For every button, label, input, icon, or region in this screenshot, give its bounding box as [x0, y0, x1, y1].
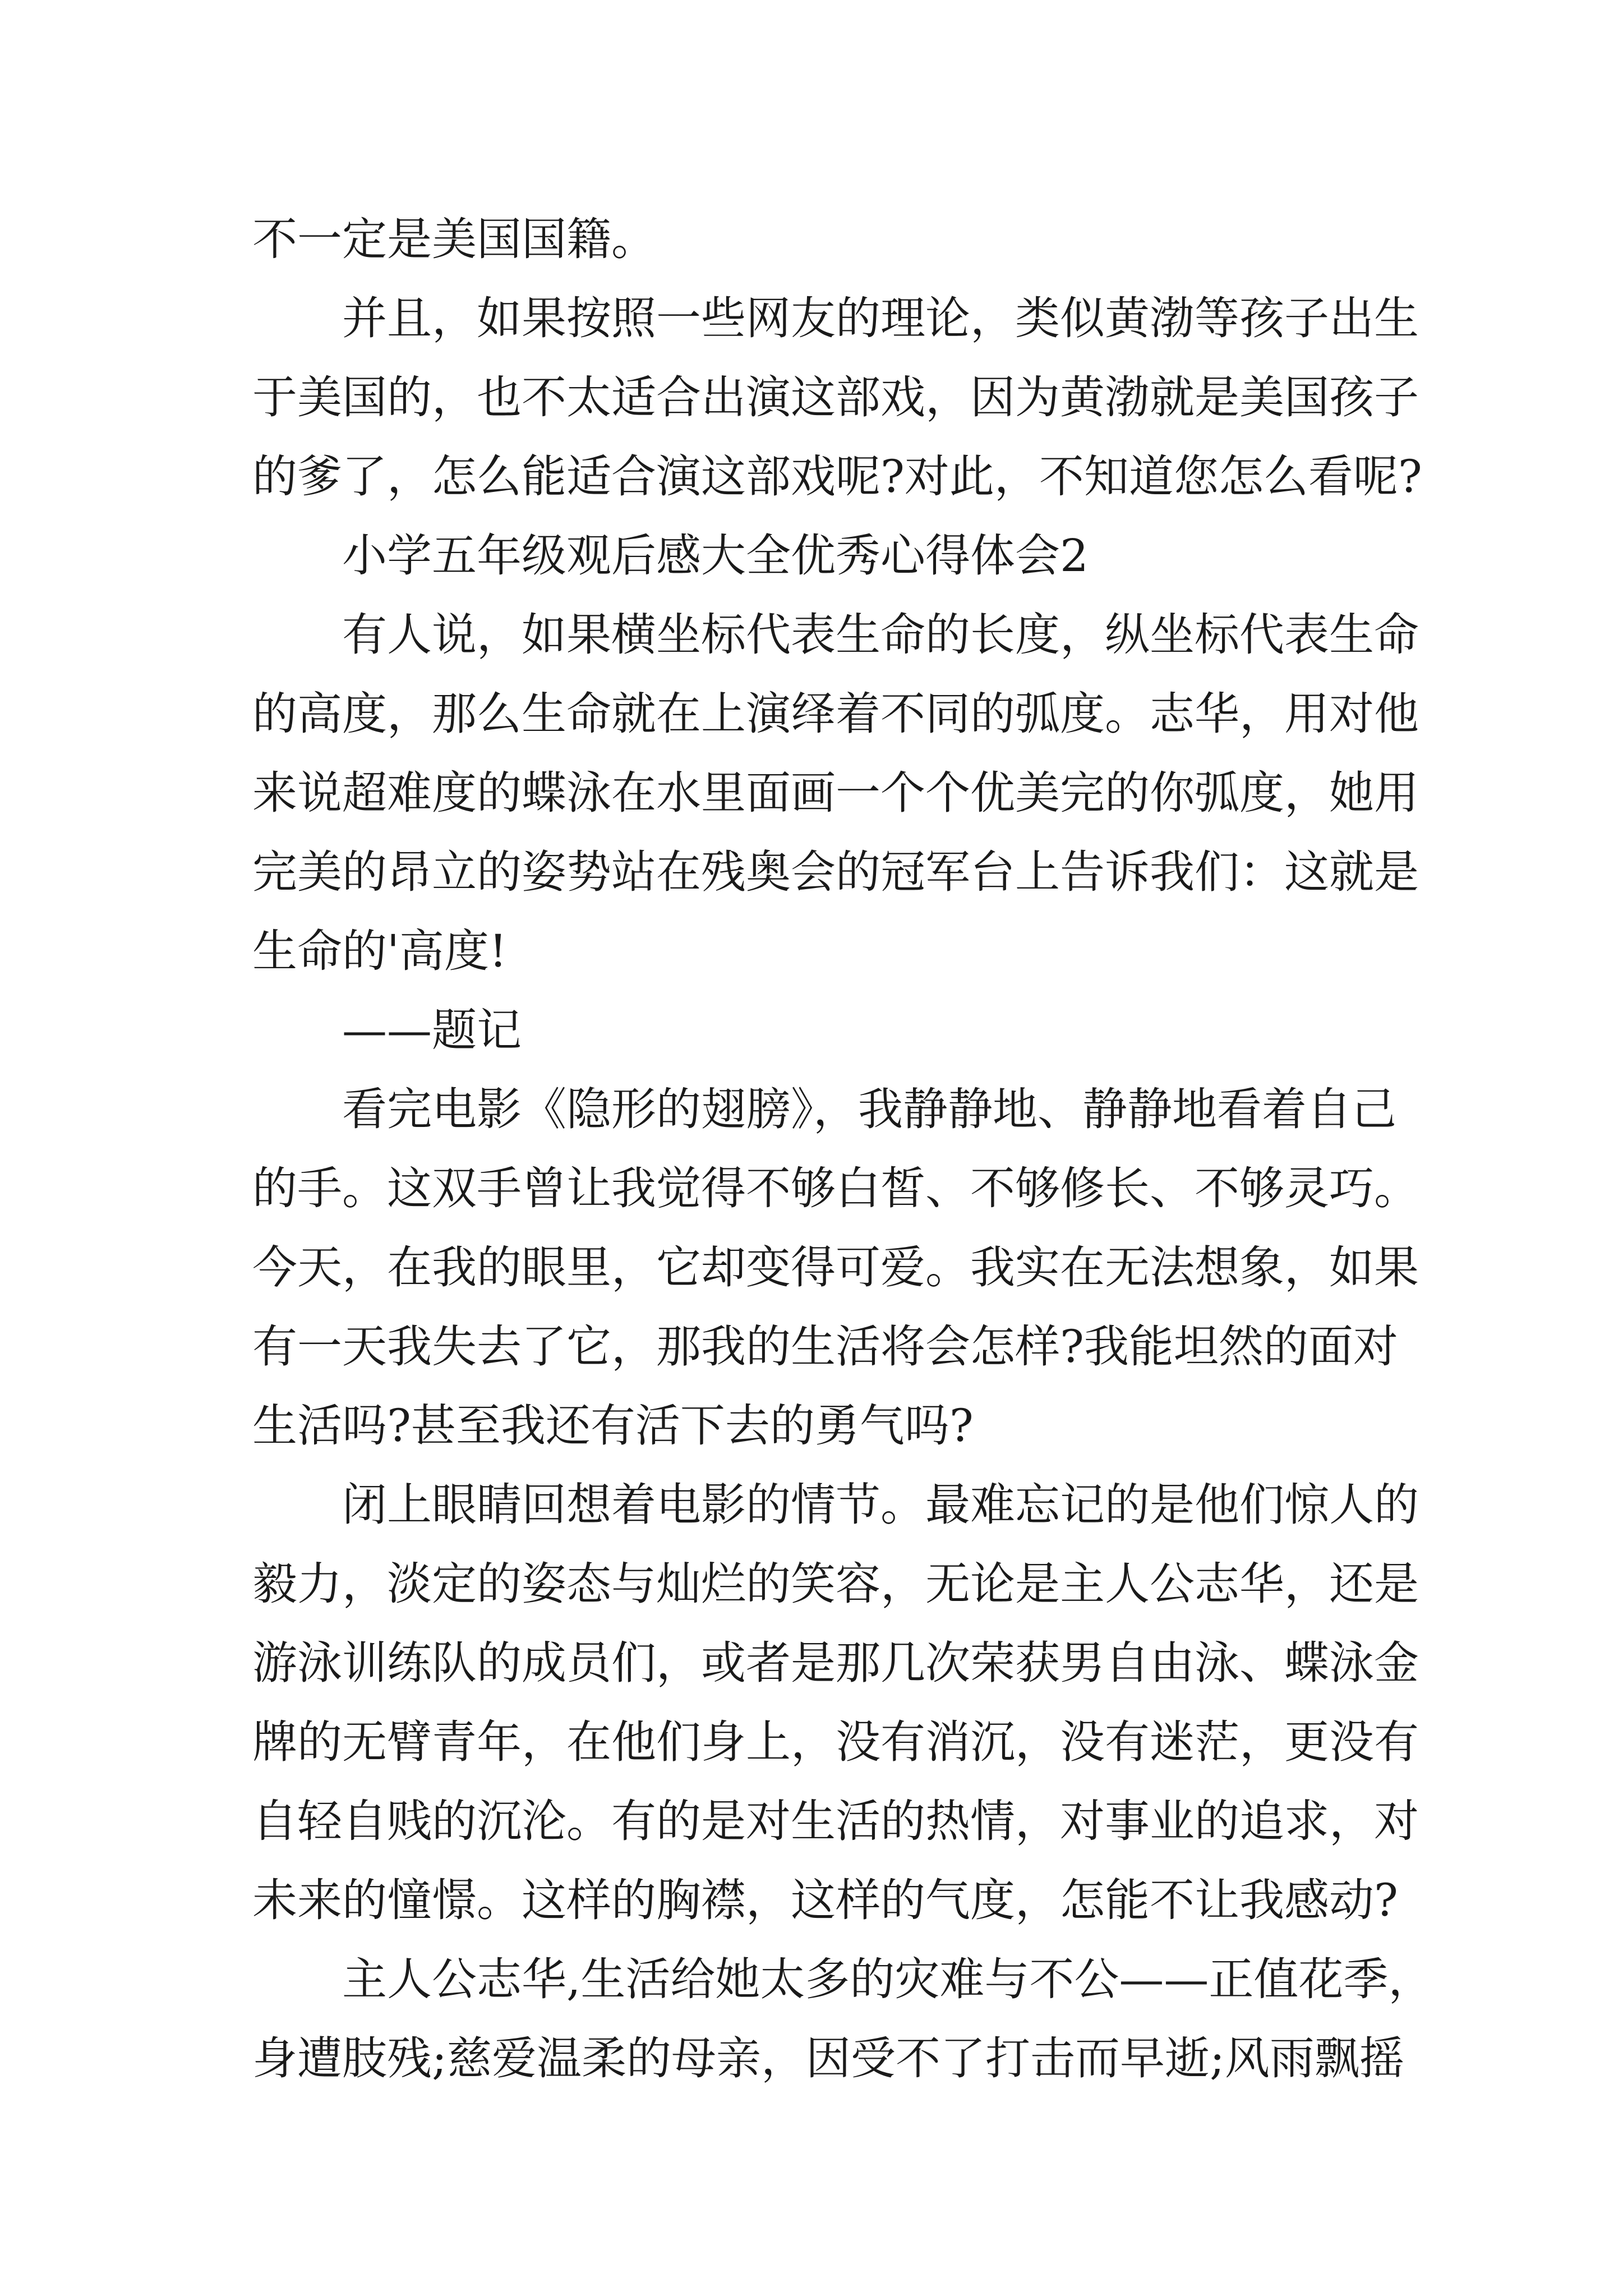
text-line: 今天，在我的眼里，它却变得可爱。我实在无法想象，如果 [252, 1241, 1419, 1294]
text-line: 游泳训练队的成员们，或者是那几次荣获男自由泳、蝶泳金 [252, 1637, 1419, 1689]
text-line: 自轻自贱的沉沦。有的是对生活的热情，对事业的追求，对 [252, 1795, 1419, 1847]
text-line: 于美国的，也不太适合出演这部戏，因为黄渤就是美国孩子 [252, 371, 1419, 424]
text-line: 完美的昂立的姿势站在残奥会的冠军台上告诉我们：这就是 [252, 846, 1419, 898]
paragraph-first-line: 主人公志华,生活给她太多的灾难与不公——正值花季， [342, 1953, 1433, 2005]
text-line: 的高度，那么生命就在上演绎着不同的弧度。志华，用对他 [252, 688, 1419, 740]
text-line: 身遭肢残;慈爱温柔的母亲，因受不了打击而早逝;风雨飘摇 [252, 2032, 1404, 2085]
paragraph-first-line: 看完电影《隐形的翅膀》，我静静地、静静地看着自己 [342, 1083, 1396, 1135]
epigraph-attribution: ——题记 [342, 1004, 522, 1056]
text-line: 有一天我失去了它，那我的生活将会怎样?我能坦然的面对 [252, 1320, 1398, 1373]
paragraph-first-line: 并且，如果按照一些网友的理论，类似黄渤等孩子出生 [342, 292, 1419, 344]
text-line: 毅力，淡定的姿态与灿烂的笑容，无论是主人公志华，还是 [252, 1558, 1419, 1610]
text-line: 的爹了，怎么能适合演这部戏呢?对此，不知道您怎么看呢? [252, 450, 1422, 503]
text-line: 未来的憧憬。这样的胸襟，这样的气度，怎能不让我感动? [252, 1874, 1398, 1926]
paragraph-first-line: 有人说，如果横坐标代表生命的长度，纵坐标代表生命 [342, 609, 1419, 661]
text-line: 来说超难度的蝶泳在水里面画一个个优美完的你弧度，她用 [252, 767, 1419, 819]
text-line: 生活吗?甚至我还有活下去的勇气吗? [252, 1400, 974, 1452]
text-line: 牌的无臂青年，在他们身上，没有消沉，没有迷茫，更没有 [252, 1716, 1419, 1768]
text-line: 的手。这双手曾让我觉得不够白皙、不够修长、不够灵巧。 [252, 1162, 1419, 1214]
paragraph-first-line: 闭上眼睛回想着电影的情节。最难忘记的是他们惊人的 [342, 1479, 1419, 1531]
text-line: 生命的'高度! [252, 925, 508, 977]
section-heading: 小学五年级观后感大全优秀心得体会2 [342, 530, 1089, 582]
text-line: 不一定是美国国籍。 [252, 213, 656, 265]
